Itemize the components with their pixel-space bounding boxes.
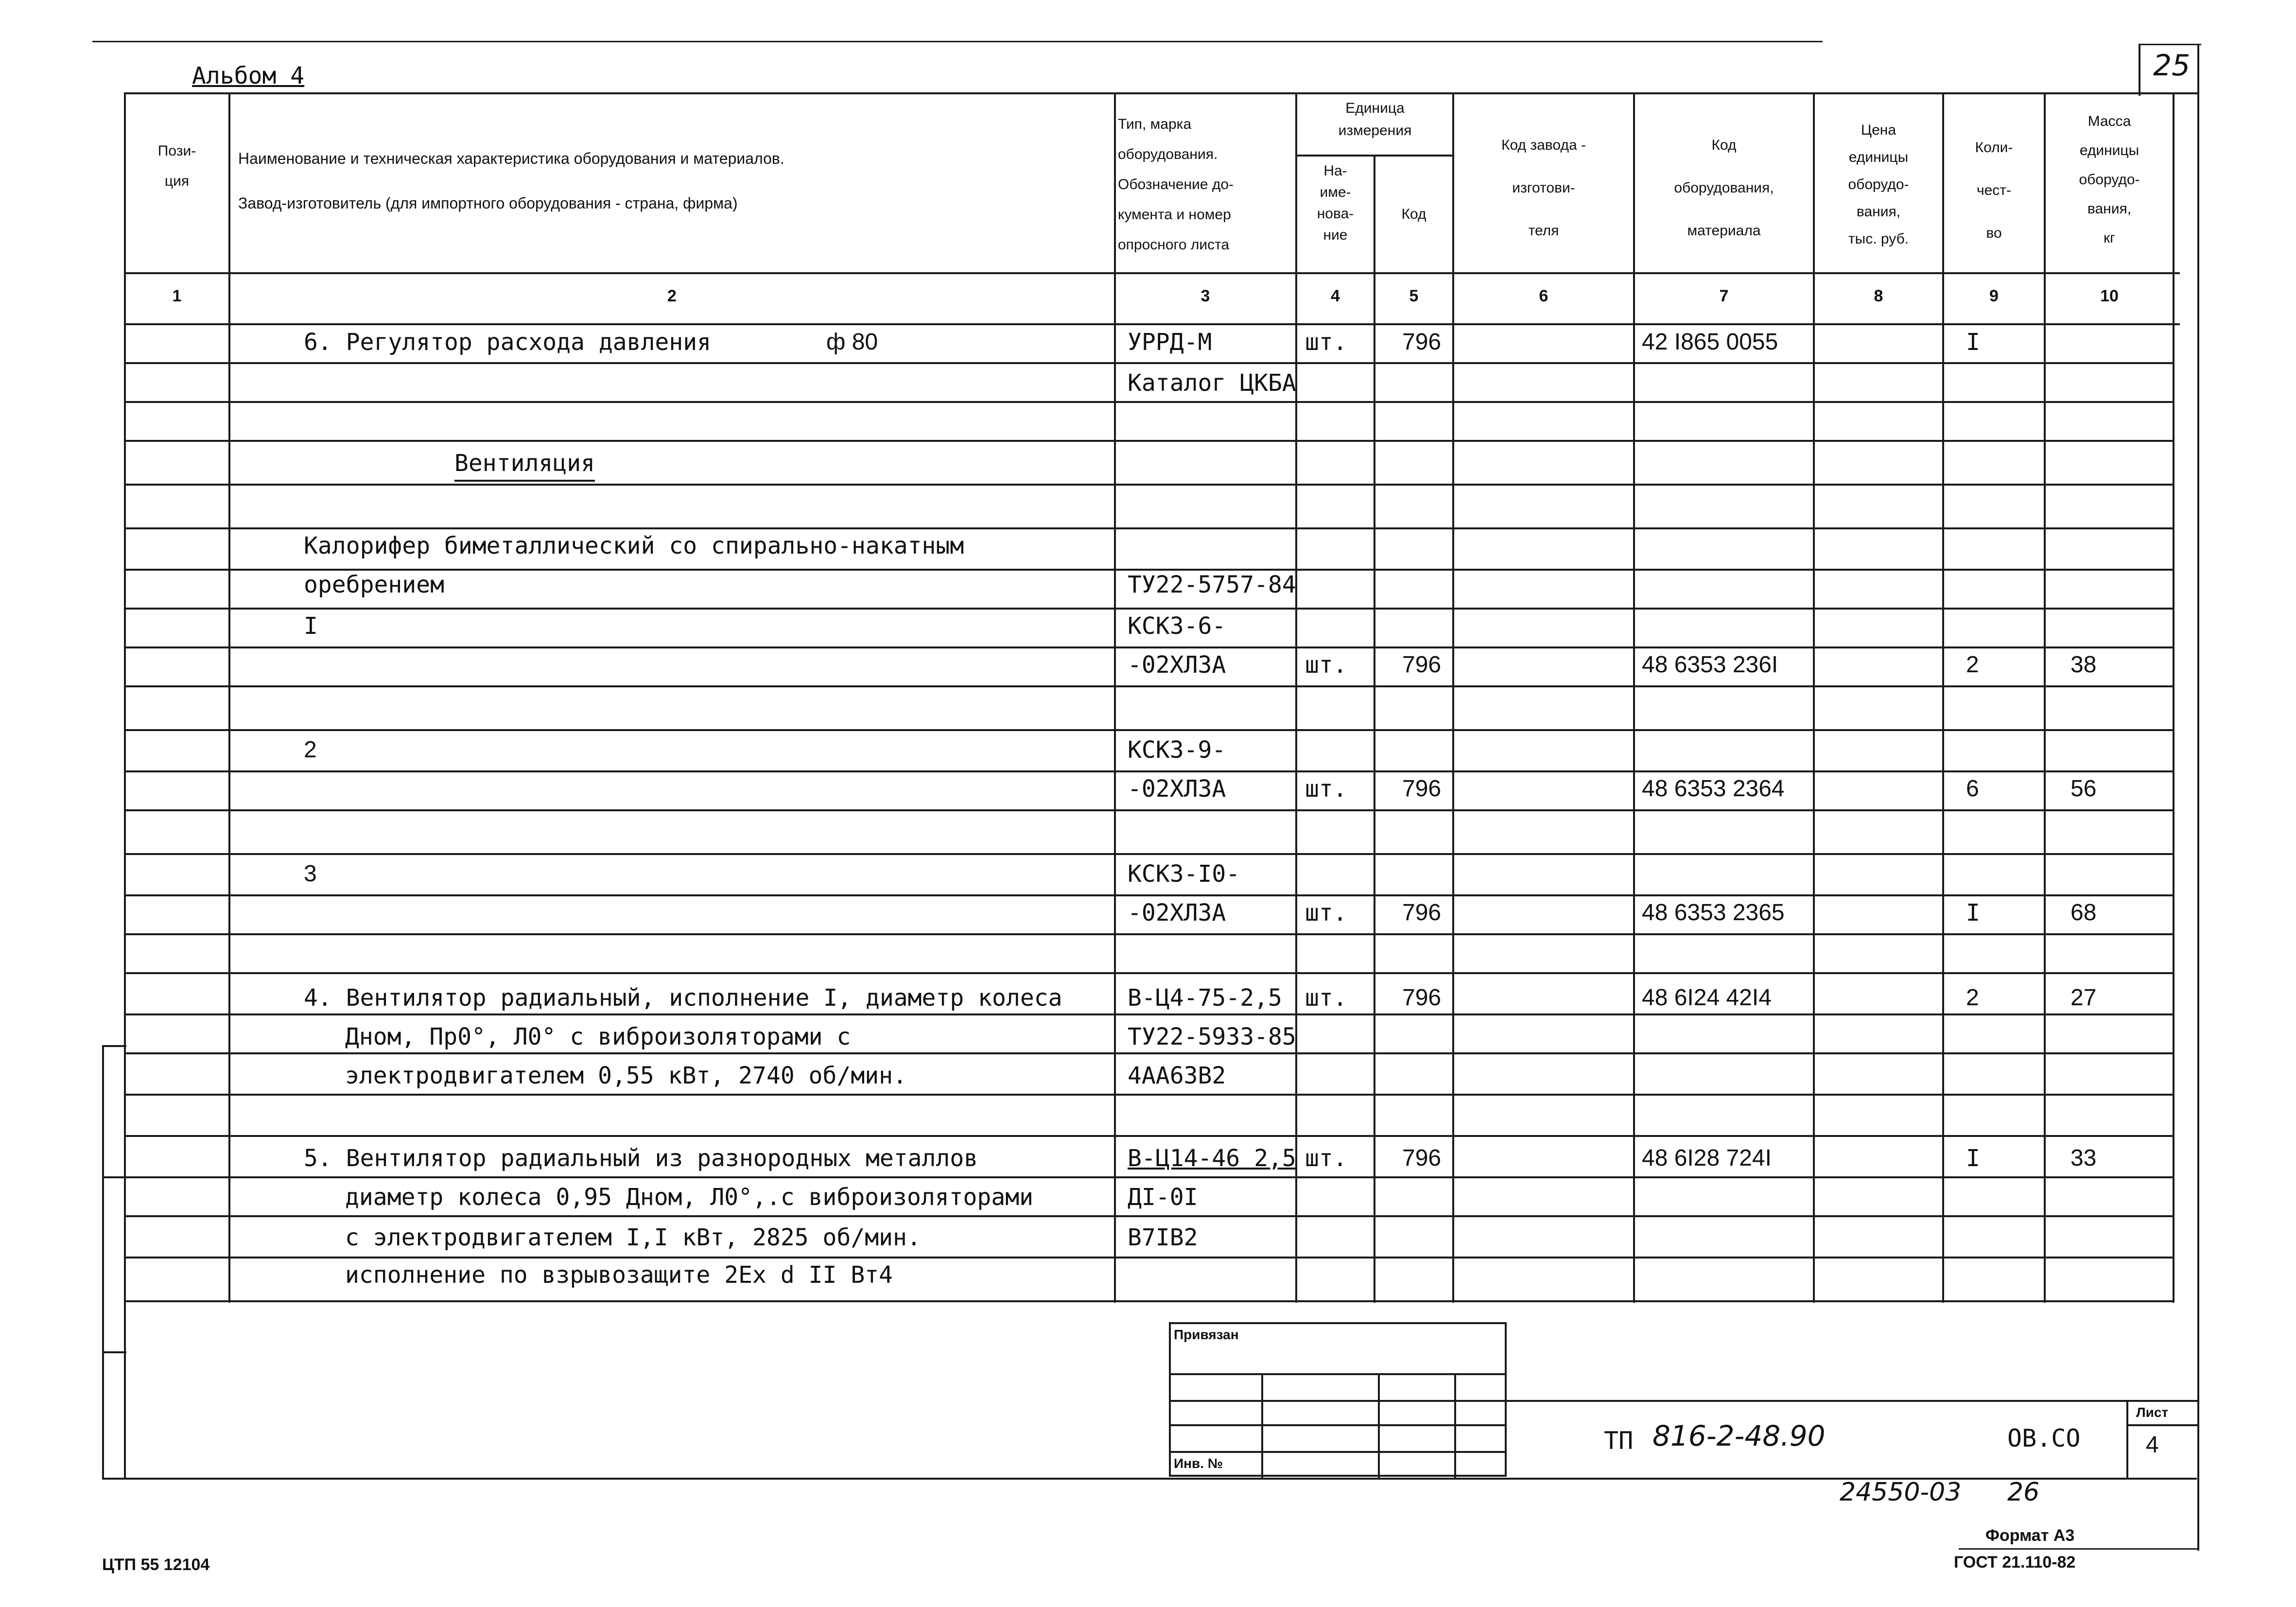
row-line (124, 1257, 2173, 1258)
header-equipment-code: Код оборудования, материала (1674, 137, 1774, 239)
row-line (124, 853, 2173, 855)
row-unit: шт. (1305, 651, 1347, 679)
frame-top (124, 92, 2199, 94)
row-type: ТУ22-5757-84 (1128, 571, 1296, 598)
row-equipment-code: 48 6I24 42I4 (1642, 985, 1772, 1011)
header-mass: Масса единицы оборудо- вания, кг (2079, 113, 2140, 246)
row-line (124, 608, 2173, 610)
col-line-8 (1942, 92, 1944, 1303)
col-line-5 (1452, 92, 1454, 1303)
row-line (124, 933, 2173, 935)
colnum-1: 1 (172, 287, 182, 305)
row-unit-code: 796 (1402, 776, 1442, 802)
left-footer-code: ЦТП 55 12104 (102, 1555, 210, 1574)
sub-underline (403, 646, 1098, 648)
row-name: диаметр колеса 0,95 Дном, Л0°,.с виброизоляторами (345, 1184, 1034, 1211)
row-unit-code: 796 (1402, 985, 1442, 1011)
footer-rule (1959, 1548, 2199, 1550)
col-line-9 (2044, 92, 2046, 1303)
row-name: Калорифер биметаллический со спирально-накатным (304, 532, 964, 559)
row-type: Каталог ЦКБА (1128, 369, 1296, 397)
binding-strip-outer (102, 1045, 104, 1478)
stamp-vline (1378, 1373, 1380, 1478)
header-quantity: Коли- чест- во (1975, 140, 2013, 241)
row-mass: 56 (2070, 776, 2097, 802)
row-quantity: 2 (1966, 652, 1979, 678)
row-quantity: I (1966, 899, 1980, 926)
row-line (124, 401, 2173, 403)
row-mass: 27 (2070, 985, 2097, 1011)
row-line (124, 729, 2173, 731)
col-line-1 (228, 92, 230, 1303)
archive-number: 24550-03 (1840, 1478, 1962, 1507)
row-line (124, 484, 2173, 486)
gost-label: ГОСТ 21.110-82 (1954, 1553, 2076, 1572)
doc-code: ОВ.СО (2007, 1424, 2081, 1452)
tp-number: 816-2-48.90 (1652, 1419, 1826, 1452)
row-equipment-code: 48 6353 2364 (1642, 776, 1785, 802)
header-factory-code: Код завода - изготови- теля (1501, 137, 1586, 239)
row-equipment-code: 48 6I28 724I (1642, 1145, 1772, 1171)
colnum-2: 2 (667, 287, 677, 305)
row-line (124, 527, 2173, 529)
row-type: В-Ц14-46 2,5 (1128, 1145, 1296, 1172)
row-line (124, 1094, 2173, 1096)
header-unit-name: На- име- нова- ние (1317, 163, 1354, 243)
row-type: -02ХЛЗА (1128, 775, 1226, 803)
row-name: электродвигателем 0,55 кВт, 2740 об/мин. (345, 1062, 907, 1089)
row-line (124, 440, 2173, 442)
binding-strip-line-3 (102, 1351, 126, 1353)
row-mass: 68 (2070, 900, 2097, 926)
row-line (124, 972, 2173, 974)
col-line-7 (1813, 92, 1815, 1303)
stamp-inv: Инв. № (1174, 1456, 1223, 1471)
row-mass: 33 (2070, 1145, 2097, 1171)
row-line (124, 1300, 2173, 1302)
row-name: оребрением (304, 571, 444, 598)
header-position: Пози- ция (157, 143, 196, 189)
header-price: Цена единицы оборудо- вания, тыс. руб. (1848, 122, 1909, 247)
binding-strip-line-2 (102, 1176, 126, 1178)
stamp-vline (1454, 1373, 1456, 1478)
row-line (124, 770, 2173, 772)
row-name: I (304, 612, 318, 640)
row-unit-code: 796 (1402, 1145, 1442, 1171)
row-type: ТУ22-5933-85 (1128, 1023, 1296, 1050)
top-rule (92, 41, 1823, 42)
row-equipment-code: 48 6353 2365 (1642, 900, 1785, 926)
row-line (124, 685, 2173, 687)
row-line (124, 1176, 2173, 1178)
row-line (124, 362, 2173, 364)
binding-strip-line-1 (102, 1045, 126, 1047)
colnum-bottom-rule (124, 323, 2180, 325)
row-unit: шт. (1305, 1145, 1347, 1172)
row-line (124, 1215, 2173, 1217)
row-name: с электродвигателем I,I кВт, 2825 об/мин. (345, 1224, 921, 1251)
row-unit: шт. (1305, 329, 1347, 356)
frame-left (124, 92, 126, 1478)
sheet-label: Лист (2136, 1405, 2169, 1420)
frame-right (2197, 44, 2199, 1551)
row-quantity: I (1966, 1145, 1980, 1172)
row-line (124, 1135, 2173, 1137)
sheet-cell-divider (2126, 1424, 2199, 1426)
row-type: КСКЗ-I0- (1128, 860, 1240, 888)
sheet-number-handwritten: 25 (2153, 49, 2191, 83)
section-heading: Вентиляция (454, 450, 595, 482)
row-unit: шт. (1305, 775, 1347, 803)
row-type: КСКЗ-6- (1128, 612, 1226, 640)
row-line (124, 569, 2173, 571)
row-name: исполнение по взрывозащите 2Ex d II Вт4 (345, 1261, 893, 1289)
header-bottom-rule (124, 272, 2180, 274)
header-type: Тип, марка оборудования. Обозначение до- кумента и номер опросного листа (1118, 116, 1234, 253)
row-unit: шт. (1305, 899, 1347, 926)
archive-page: 26 (2007, 1478, 2040, 1507)
row-name: 5. Вентилятор радиальный из разнородных металлов (304, 1145, 978, 1172)
row-unit-code: 796 (1402, 652, 1442, 678)
row-type: 4АА63В2 (1128, 1062, 1226, 1089)
row-equipment-code: 42 I865 0055 (1642, 329, 1778, 355)
format-label: Формат А3 (1985, 1526, 2075, 1545)
stamp-vline (1261, 1373, 1263, 1478)
row-name: Дном, Пр0°, Л0° с виброизоляторами с (345, 1023, 851, 1050)
colnum-6: 6 (1539, 287, 1548, 305)
row-name: 6. Регулятор расхода давления (304, 329, 712, 356)
colnum-8: 8 (1874, 287, 1883, 305)
row-type: УРРД-М (1128, 329, 1212, 356)
row-name: 4. Вентилятор радиальный, исполнение I, диаметр колеса (304, 984, 1062, 1012)
row-type: -02ХЛЗА (1128, 651, 1226, 679)
row-line (124, 894, 2173, 896)
header-name: Наименование и техническая характеристика оборудования и материалов. Завод-изготовитель (для импортного оборудования - страна, фирма) (238, 150, 784, 212)
row-line (124, 1013, 2173, 1015)
col-line-10 (2173, 92, 2174, 1303)
title-block-top (1507, 1400, 2199, 1402)
row-name: 3 (304, 861, 317, 887)
col-line-3 (1295, 92, 1297, 1303)
stamp-privyazan: Привязан (1174, 1327, 1239, 1342)
row-type: В-Ц4-75-2,5 (1128, 984, 1282, 1012)
row-type: В7IВ2 (1128, 1224, 1198, 1251)
colnum-7: 7 (1719, 287, 1729, 305)
row-type: ДI-0I (1128, 1184, 1198, 1211)
colnum-3: 3 (1200, 287, 1210, 305)
row-unit-code: 796 (1402, 900, 1442, 926)
row-name-extra: ф 80 (826, 329, 878, 355)
album-title: Альбом 4 (192, 62, 305, 89)
tp-prefix: ТП (1604, 1427, 1634, 1455)
row-quantity: 2 (1966, 985, 1979, 1011)
colnum-9: 9 (1989, 287, 1999, 305)
row-unit: шт. (1305, 984, 1347, 1012)
colnum-5: 5 (1409, 287, 1419, 305)
row-type: -02ХЛЗА (1128, 899, 1226, 926)
colnum-10: 10 (2100, 287, 2119, 305)
row-line (124, 1052, 2173, 1054)
header-unit: Единица измерения (1338, 100, 1412, 139)
row-name: 2 (304, 737, 317, 763)
sheet-value: 4 (2146, 1432, 2159, 1458)
col-line-2 (1114, 92, 1116, 1303)
header-unit-code: Код (1401, 206, 1426, 222)
row-equipment-code: 48 6353 236I (1642, 652, 1778, 678)
row-quantity: 6 (1966, 776, 1979, 802)
row-mass: 38 (2070, 652, 2097, 678)
colnum-4: 4 (1331, 287, 1340, 305)
row-quantity: I (1966, 329, 1980, 356)
row-type: КСКЗ-9- (1128, 736, 1226, 764)
row-line (124, 809, 2173, 811)
col-line-4 (1374, 155, 1375, 1303)
col-line-6 (1633, 92, 1635, 1303)
row-unit-code: 796 (1402, 329, 1442, 355)
